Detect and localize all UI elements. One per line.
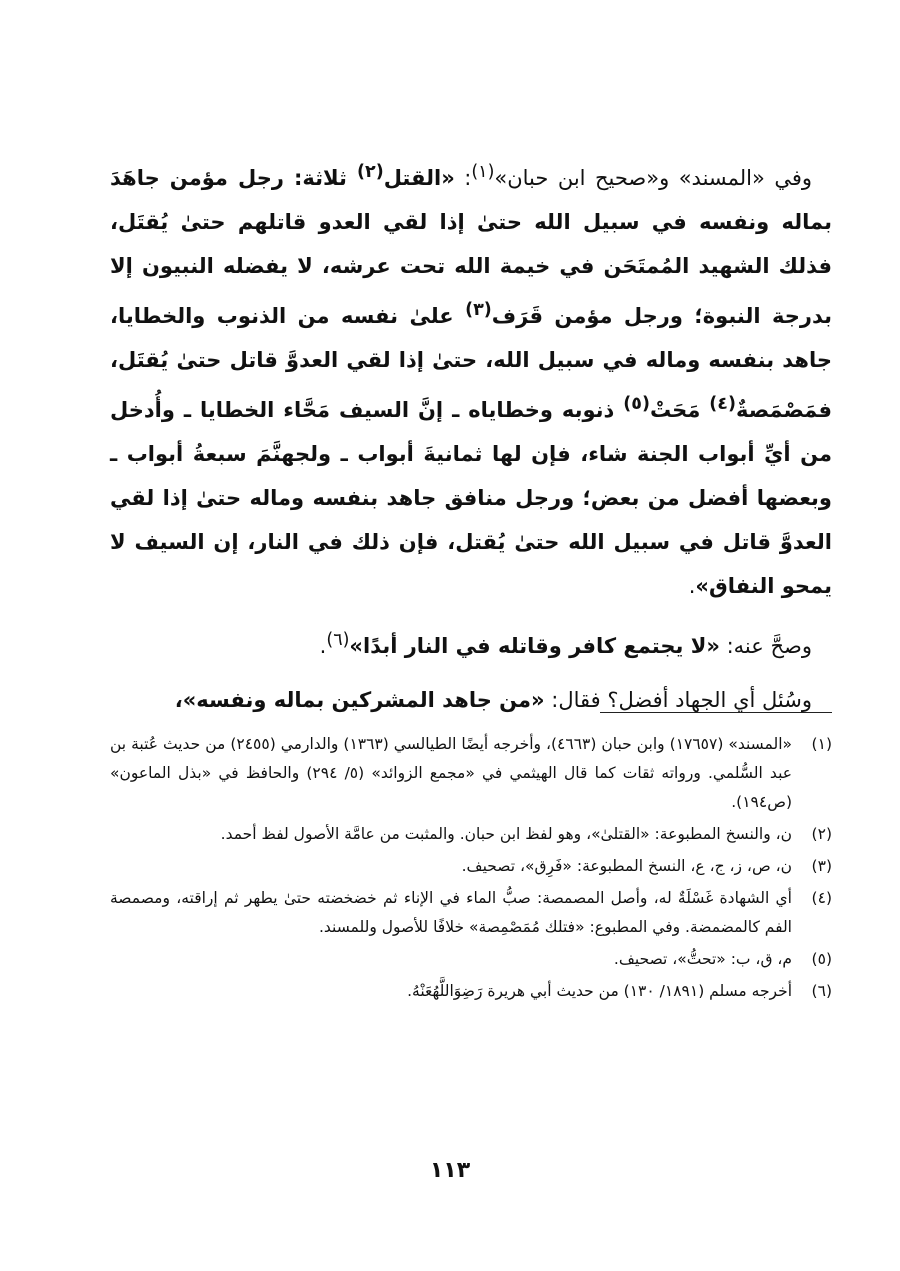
quote-part: «القتل [383,166,455,190]
footnote-ref-5[interactable]: (٥) [623,394,650,414]
footnote-separator [600,712,832,713]
footnote-ref-2[interactable]: (٢) [357,162,384,182]
footnote-number: (٤) [811,889,832,907]
page-number: ١١٣ [429,1158,471,1183]
footnote-1 [110,730,832,817]
footnote-3 [110,852,832,881]
quote-part: مَحَتْ [649,398,710,422]
quote-part: ثلاثة: رجل مؤمن جاهَدَ بماله ونفسه في سبيل الله حتىٰ إذا لقي العدو قاتلهم حتىٰ يُقتَل، فذلك الشهيد المُمتَحَن في خيمة الله تحت عرشه، لا يفضله النبيون إلا بدرجة النبوة؛ ورجل مؤمن قَرَف [110,166,832,328]
footnote-text: أخرجه مسلم (١٨٩١/ ١٣٠) من حديث أبي هريرة رَضِوَاللَّهُعَنْهُ. [407,982,792,1000]
hadith-quote [110,162,832,598]
footnote-number: (١) [811,735,832,753]
footnote-text: م، ق، ب: «تحتُّ»، تصحيف. [613,950,792,968]
footnotes [110,730,832,1009]
text-intro: وفي «المسند» و«صحيح ابن حبان» [494,166,813,190]
text-colon: : [454,166,472,190]
text-intro: وسُئل أي الجهاد أفضل؟ فقال: [544,688,812,712]
footnote-number: (٢) [811,825,832,843]
footnote-number: (٣) [811,857,832,875]
text-period: . [688,574,696,598]
footnote-ref-4[interactable]: (٤) [709,394,736,414]
quote-part: علىٰ نفسه من الذنوب والخطايا، جاهد بنفسه وماله في سبيل الله، حتىٰ إذا لقي العدوَّ قاتل حتىٰ يُقتَل، فمَصْمَصةٌ [110,304,832,422]
footnote-4 [110,884,832,942]
footnote-text: ن، ص، ز، ج، ع، النسخ المطبوعة: «فَرِق»، تصحيف. [461,857,792,875]
paragraph-hadith-kafir [110,618,832,668]
footnote-text: أي الشهادة غَسْلَةٌ له، وأصل المصمصة: صبُّ الماء في الإناء ثم خضخضته حتىٰ يطهر ثم إراقته، ومصمصة الفم كالمضمضة. وفي المطبوع: «فتلك مُمَصْمِصة» خلافًا للأصول وللمسند. [110,889,792,936]
quote-part: ذنوبه وخطاياه ـ إنَّ السيف مَحَّاء الخطايا ـ وأُدخل من أيِّ أبواب الجنة شاء، فإن لها ثمانيةَ أبواب ـ ولجهنَّمَ سبعةُ أبواب ـ وبعضها أفضل من بعض؛ ورجل منافق جاهد بنفسه وماله حتىٰ إذا لقي العدوَّ قاتل في سبيل الله حتىٰ يُقتل، فإن ذلك في النار، إن السيف لا يمحو النفاق» [110,398,832,598]
text-period: . [319,634,327,658]
page-content [110,150,832,1000]
footnote-ref-6[interactable]: (٦) [326,630,350,650]
footnote-ref-3[interactable]: (٣) [465,300,492,320]
paragraph-best-jihad [110,678,832,722]
hadith-quote: «من جاهد المشركين بماله ونفسه»، [174,688,545,712]
hadith-quote: «لا يجتمع كافر وقاتله في النار أبدًا» [349,634,720,658]
footnote-ref-1[interactable]: (١) [471,162,495,182]
footnote-number: (٦) [811,982,832,1000]
text-intro: وصحَّ عنه: [719,634,812,658]
main-text [110,150,832,722]
footnote-2 [110,820,832,849]
footnote-text: ن، والنسخ المطبوعة: «القتلىٰ»، وهو لفظ ابن حبان. والمثبت من عامَّة الأصول لفظ أحمد. [220,825,792,843]
footnote-6 [110,977,832,1006]
paragraph-hadith-three [110,150,832,608]
footnote-number: (٥) [811,950,832,968]
footnote-text: «المسند» (١٧٦٥٧) وابن حبان (٤٦٦٣)، وأخرجه أيضًا الطيالسي (١٣٦٣) والدارمي (٢٤٥٥) من حديث عُتبة بن عبد السُّلمي. ورواته ثقات كما قال الهيثمي في «مجمع الزوائد» (٥/ ٢٩٤) والحافظ في «بذل الماعون» (ص١٩٤). [110,735,792,811]
footnote-5 [110,945,832,974]
